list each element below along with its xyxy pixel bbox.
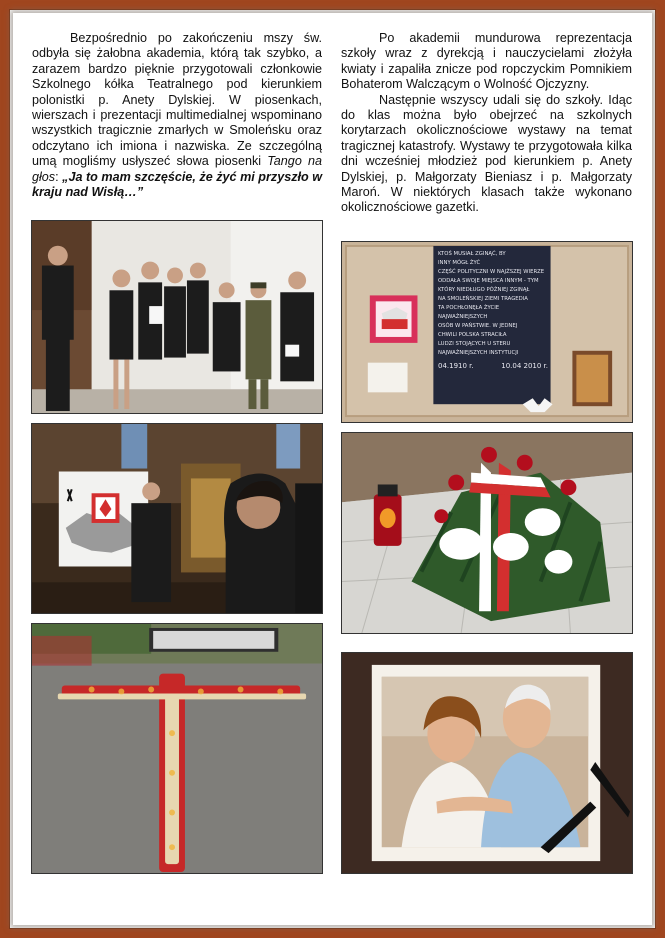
board-line: KTÓRY NIEDŁUGO PÓŹNIEJ ZGINĄŁ bbox=[438, 287, 530, 293]
song-title: Tango na głos bbox=[32, 154, 323, 184]
song-quote: „Ja to mam szczęście, że żyć mi przyszło w kraju nad Wisłą…” bbox=[32, 169, 323, 200]
board-line: NA SMOLEŃSKIEJ ZIEMI TRAGEDIA bbox=[438, 296, 528, 302]
board-line: INNY MÓGŁ ŻYĆ bbox=[438, 260, 481, 266]
photo-candles-cross bbox=[31, 623, 323, 874]
right-column-text bbox=[341, 31, 632, 216]
board-text bbox=[438, 250, 548, 400]
left-column-text bbox=[32, 31, 322, 200]
board-line: KTOŚ MUSIAŁ ZGINĄĆ, BY bbox=[438, 251, 506, 257]
board-date-left: 04.1910 r. bbox=[438, 362, 474, 370]
board-line: OSÓB W PAŃSTWIE. W JEDNEJ bbox=[438, 323, 518, 329]
photo-memorial-portrait bbox=[341, 652, 633, 874]
board-line: ODDAŁA SWOJE MIEJSCA INNYM - TYM bbox=[438, 278, 539, 284]
paragraph-akademia bbox=[32, 31, 322, 200]
board-line: CHWILI POLSKA STRACIŁA bbox=[438, 332, 507, 338]
paragraph-flowers: Po akademii mundurowa reprezentacja szkoły wraz z dyrekcją i nauczycielami złożyła kwiaty i zapaliła znicze pod ropczyckim Pomnikiem Bohaterom Walczącym o Wolność Ojczyzny. bbox=[341, 31, 632, 92]
photo-presentation-church bbox=[31, 423, 323, 614]
board-date-right: 10.04 2010 r. bbox=[501, 362, 548, 370]
photo-exhibition-board bbox=[341, 241, 633, 423]
paragraph-akademia-body: Bezpośrednio po zakończeniu mszy św. odbyła się żałobna akademia, którą tak szybko, a zarazem bardzo pięknie przygotowali członkowie Szkolnego kółka Teatralnego pod kierunkiem polonistki p. Anety Dylskiej. W piosenkach, wierszach i prezentacji multimedialnej wspominano wszystkich tragicznie zmarłych w Smoleńsku oraz odczytano ich imiona i nazwiska. Ze szczególną umą mogliśmy usłyszeć słowa piosenki bbox=[32, 31, 322, 169]
paragraph-exhibitions: Następnie wszyscy udali się do szkoły. Idąc do klas można było obejrzeć na szkolnych korytarzach okolicznościowe wystawy na temat tragicznej katastrofy. Wystawy te przygotowała kilka dni wcześniej młodzież pod kierunkiem p. Anety Dylskiej, p. Małgorzaty Bieniasz i p. Małgorzaty Maroń. W niektórych klasach także wykonano okolicznościowe gazetki. bbox=[341, 92, 632, 215]
board-dates bbox=[438, 362, 548, 371]
board-line: LUDZI STOJĄCYCH U STERU bbox=[438, 341, 511, 347]
photo-flower-arrangement bbox=[341, 432, 633, 634]
photo-students-performing bbox=[31, 220, 323, 414]
colon: : bbox=[55, 169, 63, 184]
board-line: NAJWAŻNIEJSZYCH INSTYTUCJI bbox=[438, 350, 519, 356]
board-line: TA POCHŁONĘŁA ŻYCIE NAJWAŻNIEJSZYCH bbox=[438, 305, 500, 320]
board-line: CZĘŚĆ POLITYCZNI W NAJŻSZEJ WIERZE bbox=[438, 269, 545, 275]
